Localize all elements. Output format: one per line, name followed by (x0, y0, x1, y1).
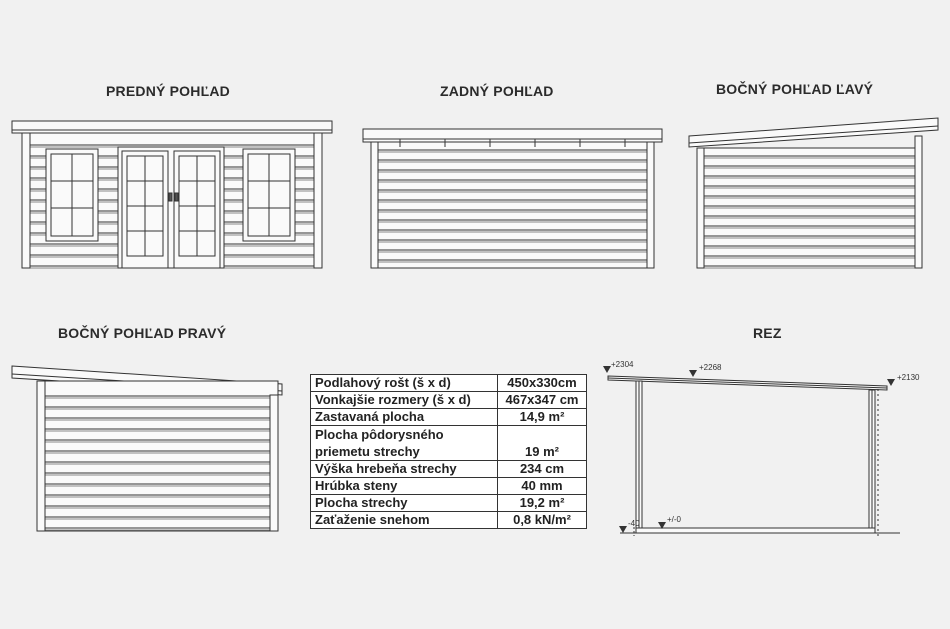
level-marker-icon (689, 370, 697, 377)
spec-label: Vonkajšie rozmery (š x d) (311, 392, 498, 409)
left-side-view-drawing (689, 118, 938, 268)
level-marker-icon (603, 366, 611, 373)
spec-label: Plocha strechy (311, 495, 498, 512)
spec-value: 40 mm (498, 478, 587, 495)
back-view-drawing (363, 129, 662, 268)
front-view-title: PREDNÝ POHĽAD (106, 83, 230, 99)
spec-label: Plocha pôdorysného priemetu strechy (311, 426, 498, 461)
table-row (311, 495, 587, 512)
spec-label: Výška hrebeňa strechy (311, 461, 498, 478)
front-view-drawing (12, 121, 332, 268)
section-view-title: REZ (753, 325, 782, 341)
level-2268-label: +2268 (699, 363, 722, 372)
spec-value: 19 m² (498, 426, 587, 461)
table-row (311, 461, 587, 478)
table-row (311, 392, 587, 409)
section-drawing (608, 376, 900, 536)
spec-label: Zaťaženie snehom (311, 512, 498, 529)
spec-value: 234 cm (498, 461, 587, 478)
table-row (311, 512, 587, 529)
spec-value: 14,9 m² (498, 409, 587, 426)
level-minus40-label: -40 (628, 519, 640, 528)
spec-value: 0,8 kN/m² (498, 512, 587, 529)
table-row (311, 426, 587, 461)
spec-label: Hrúbka steny (311, 478, 498, 495)
spec-value: 19,2 m² (498, 495, 587, 512)
table-row (311, 375, 587, 392)
level-marker-icon (887, 379, 895, 386)
spec-value: 450x330cm (498, 375, 587, 392)
level-marker-icon (619, 526, 627, 533)
back-view-title: ZADNÝ POHĽAD (440, 83, 554, 99)
spec-value: 467x347 cm (498, 392, 587, 409)
spec-label: Podlahový rošt (š x d) (311, 375, 498, 392)
table-row (311, 409, 587, 426)
left-view-title: BOČNÝ POHĽAD ĽAVÝ (716, 81, 874, 97)
level-marker-icon (658, 522, 666, 529)
right-view-title: BOČNÝ POHĽAD PRAVÝ (58, 325, 227, 341)
level-2304-label: +2304 (611, 360, 634, 369)
specification-table (310, 374, 587, 529)
level-zero-label: +/-0 (667, 515, 682, 524)
right-side-view-drawing (12, 366, 282, 531)
spec-label: Zastavaná plocha (311, 409, 498, 426)
table-row (311, 478, 587, 495)
level-2130-label: +2130 (897, 373, 920, 382)
